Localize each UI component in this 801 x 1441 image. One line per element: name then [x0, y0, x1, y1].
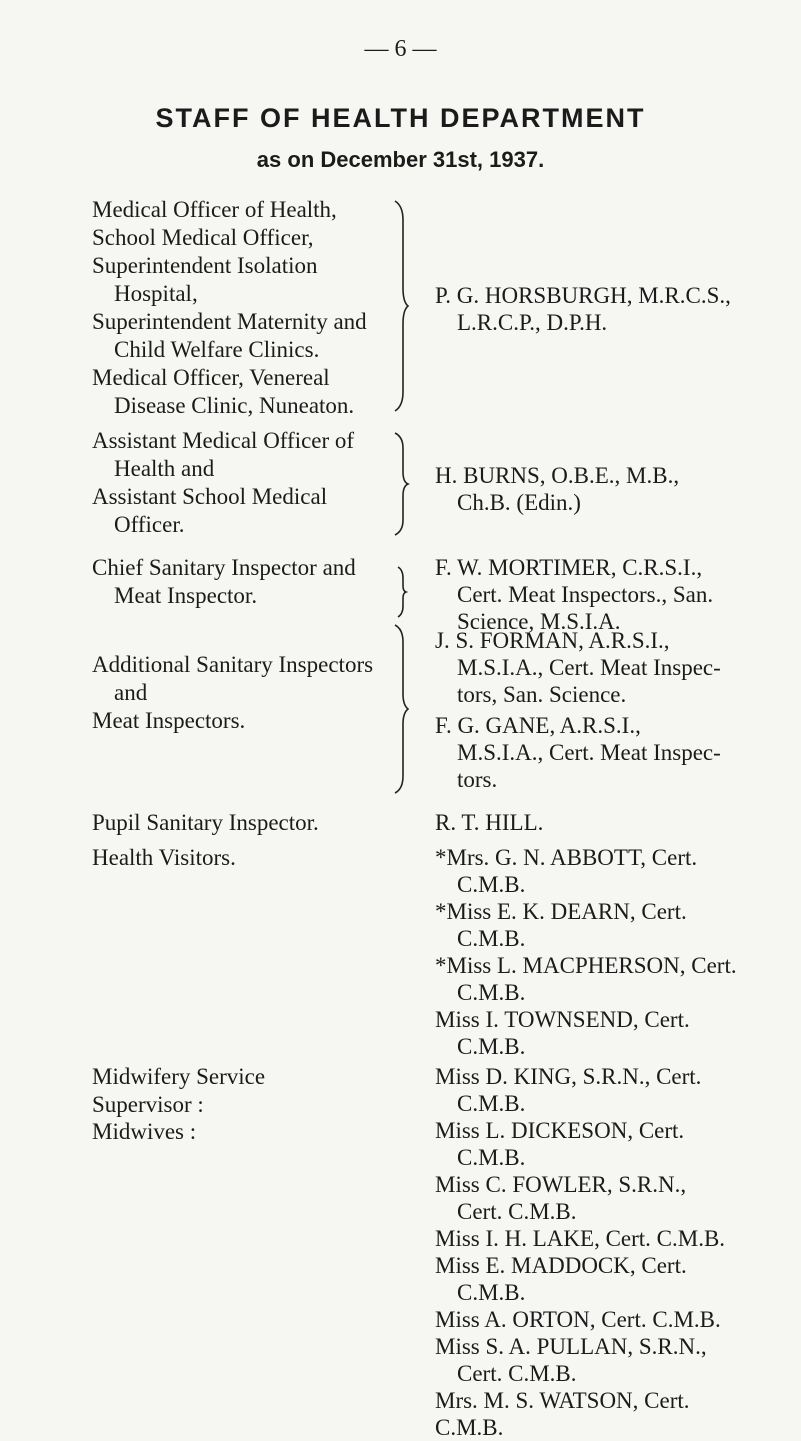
role-label-pupil-sanitary-inspector: Pupil Sanitary Inspector.	[92, 810, 319, 835]
brace-icon	[394, 432, 410, 536]
page-subtitle: as on December 31st, 1937.	[256, 147, 545, 172]
role-label-health-visitors: Health Visitors.	[92, 845, 236, 870]
staff-list-midwives: Miss L. DICKESON, Cert. C.M.B. Miss C. FOWLER, S.R.N., Cert. C.M.B. Miss I. H. LAKE, Cert. C.M.B. Miss E. MADDOCK, Cert. C.M.B. Miss A. ORTON, Cert. C.M.B. Miss S. A. PULLAN, S.R.N., Cert. C.M.B. Mrs. M. S. WATSON, Cert. C.M.B.	[435, 1118, 726, 1440]
brace-icon	[394, 624, 410, 794]
staff-name-horsburgh: P. G. HORSBURGH, M.R.C.S., L.R.C.P., D.P.H.	[435, 283, 731, 335]
staff-name-burns: H. BURNS, O.B.E., M.B., Ch.B. (Edin.)	[435, 463, 680, 515]
page-number: — 6 —	[364, 36, 437, 62]
staff-name-gane: F. G. GANE, A.R.S.I., M.S.I.A., Cert. Meat Inspec- tors.	[435, 713, 721, 792]
role-label-midwives: Midwives :	[92, 1119, 197, 1144]
staff-list-health-visitors: *Mrs. G. N. ABBOTT, Cert. C.M.B. *Miss E. K. DEARN, Cert. C.M.B. *Miss L. MACPHERSON, Cert. C.M.B. Miss I. TOWNSEND, Cert. C.M.B.	[435, 845, 737, 1059]
brace-icon	[394, 200, 410, 412]
staff-name-forman: J. S. FORMAN, A.R.S.I., M.S.I.A., Cert. Meat Inspec- tors, San. Science.	[435, 628, 721, 707]
staff-name-hill: R. T. HILL.	[435, 810, 544, 835]
role-label-assistant-medical-officer: Assistant Medical Officer of Health and Assistant School Medical Officer.	[92, 428, 355, 537]
role-label-additional-sanitary-inspectors: Additional Sanitary Inspectors and Meat Inspectors.	[92, 652, 374, 733]
role-label-chief-sanitary-inspector: Chief Sanitary Inspector and Meat Inspector.	[92, 555, 356, 608]
role-label-medical-officer: Medical Officer of Health, School Medical Officer, Superintendent Isolation Hospital, Superintendent Maternity and Child Welfare Clinics. Medical Officer, Venereal Disease Clinic, Nuneaton.	[92, 197, 367, 418]
role-label-midwifery-supervisor: Midwifery Service Supervisor :	[92, 1064, 266, 1117]
page-title: STAFF OF HEALTH DEPARTMENT	[155, 103, 646, 133]
staff-name-king: Miss D. KING, S.R.N., Cert. C.M.B.	[435, 1064, 702, 1116]
staff-name-mortimer: F. W. MORTIMER, C.R.S.I., Cert. Meat Inspectors., San. Science, M.S.I.A.	[435, 555, 714, 634]
brace-icon	[396, 566, 408, 618]
